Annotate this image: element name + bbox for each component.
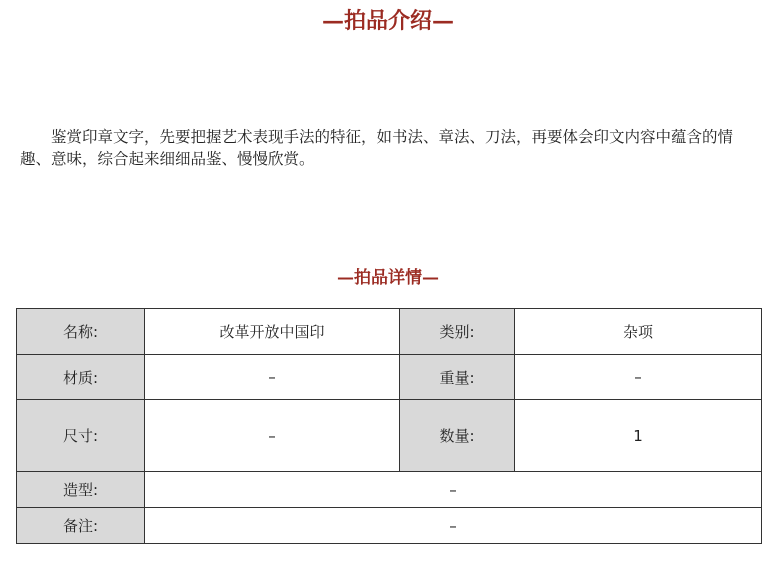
details-table	[16, 308, 762, 544]
category-value: 杂项	[515, 309, 762, 355]
size-label: 尺寸:	[17, 400, 145, 472]
remarks-value: –	[145, 508, 762, 544]
name-value: 改革开放中国印	[145, 309, 400, 355]
table-row	[17, 309, 762, 355]
size-value: –	[145, 400, 400, 472]
details-title: —拍品详情—	[337, 268, 439, 288]
name-label: 名称:	[17, 309, 145, 355]
material-value: –	[145, 355, 400, 400]
table-row	[17, 400, 762, 472]
table-row	[17, 508, 762, 544]
page-title: —拍品介绍—	[321, 8, 454, 34]
shape-value: –	[145, 472, 762, 508]
quantity-label: 数量:	[400, 400, 515, 472]
table-row	[17, 355, 762, 400]
weight-value: –	[515, 355, 762, 400]
item-description: 鉴赏印章文字，先要把握艺术表现手法的特征，如书法、章法、刀法，再要体会印文内容中蕴含的情趣、意味，综合起来细细品鉴、慢慢欣赏。	[20, 128, 734, 168]
weight-label: 重量:	[400, 355, 515, 400]
material-label: 材质:	[17, 355, 145, 400]
quantity-value: 1	[515, 400, 762, 472]
shape-label: 造型:	[17, 472, 145, 508]
table-row	[17, 472, 762, 508]
category-label: 类别:	[400, 309, 515, 355]
remarks-label: 备注:	[17, 508, 145, 544]
